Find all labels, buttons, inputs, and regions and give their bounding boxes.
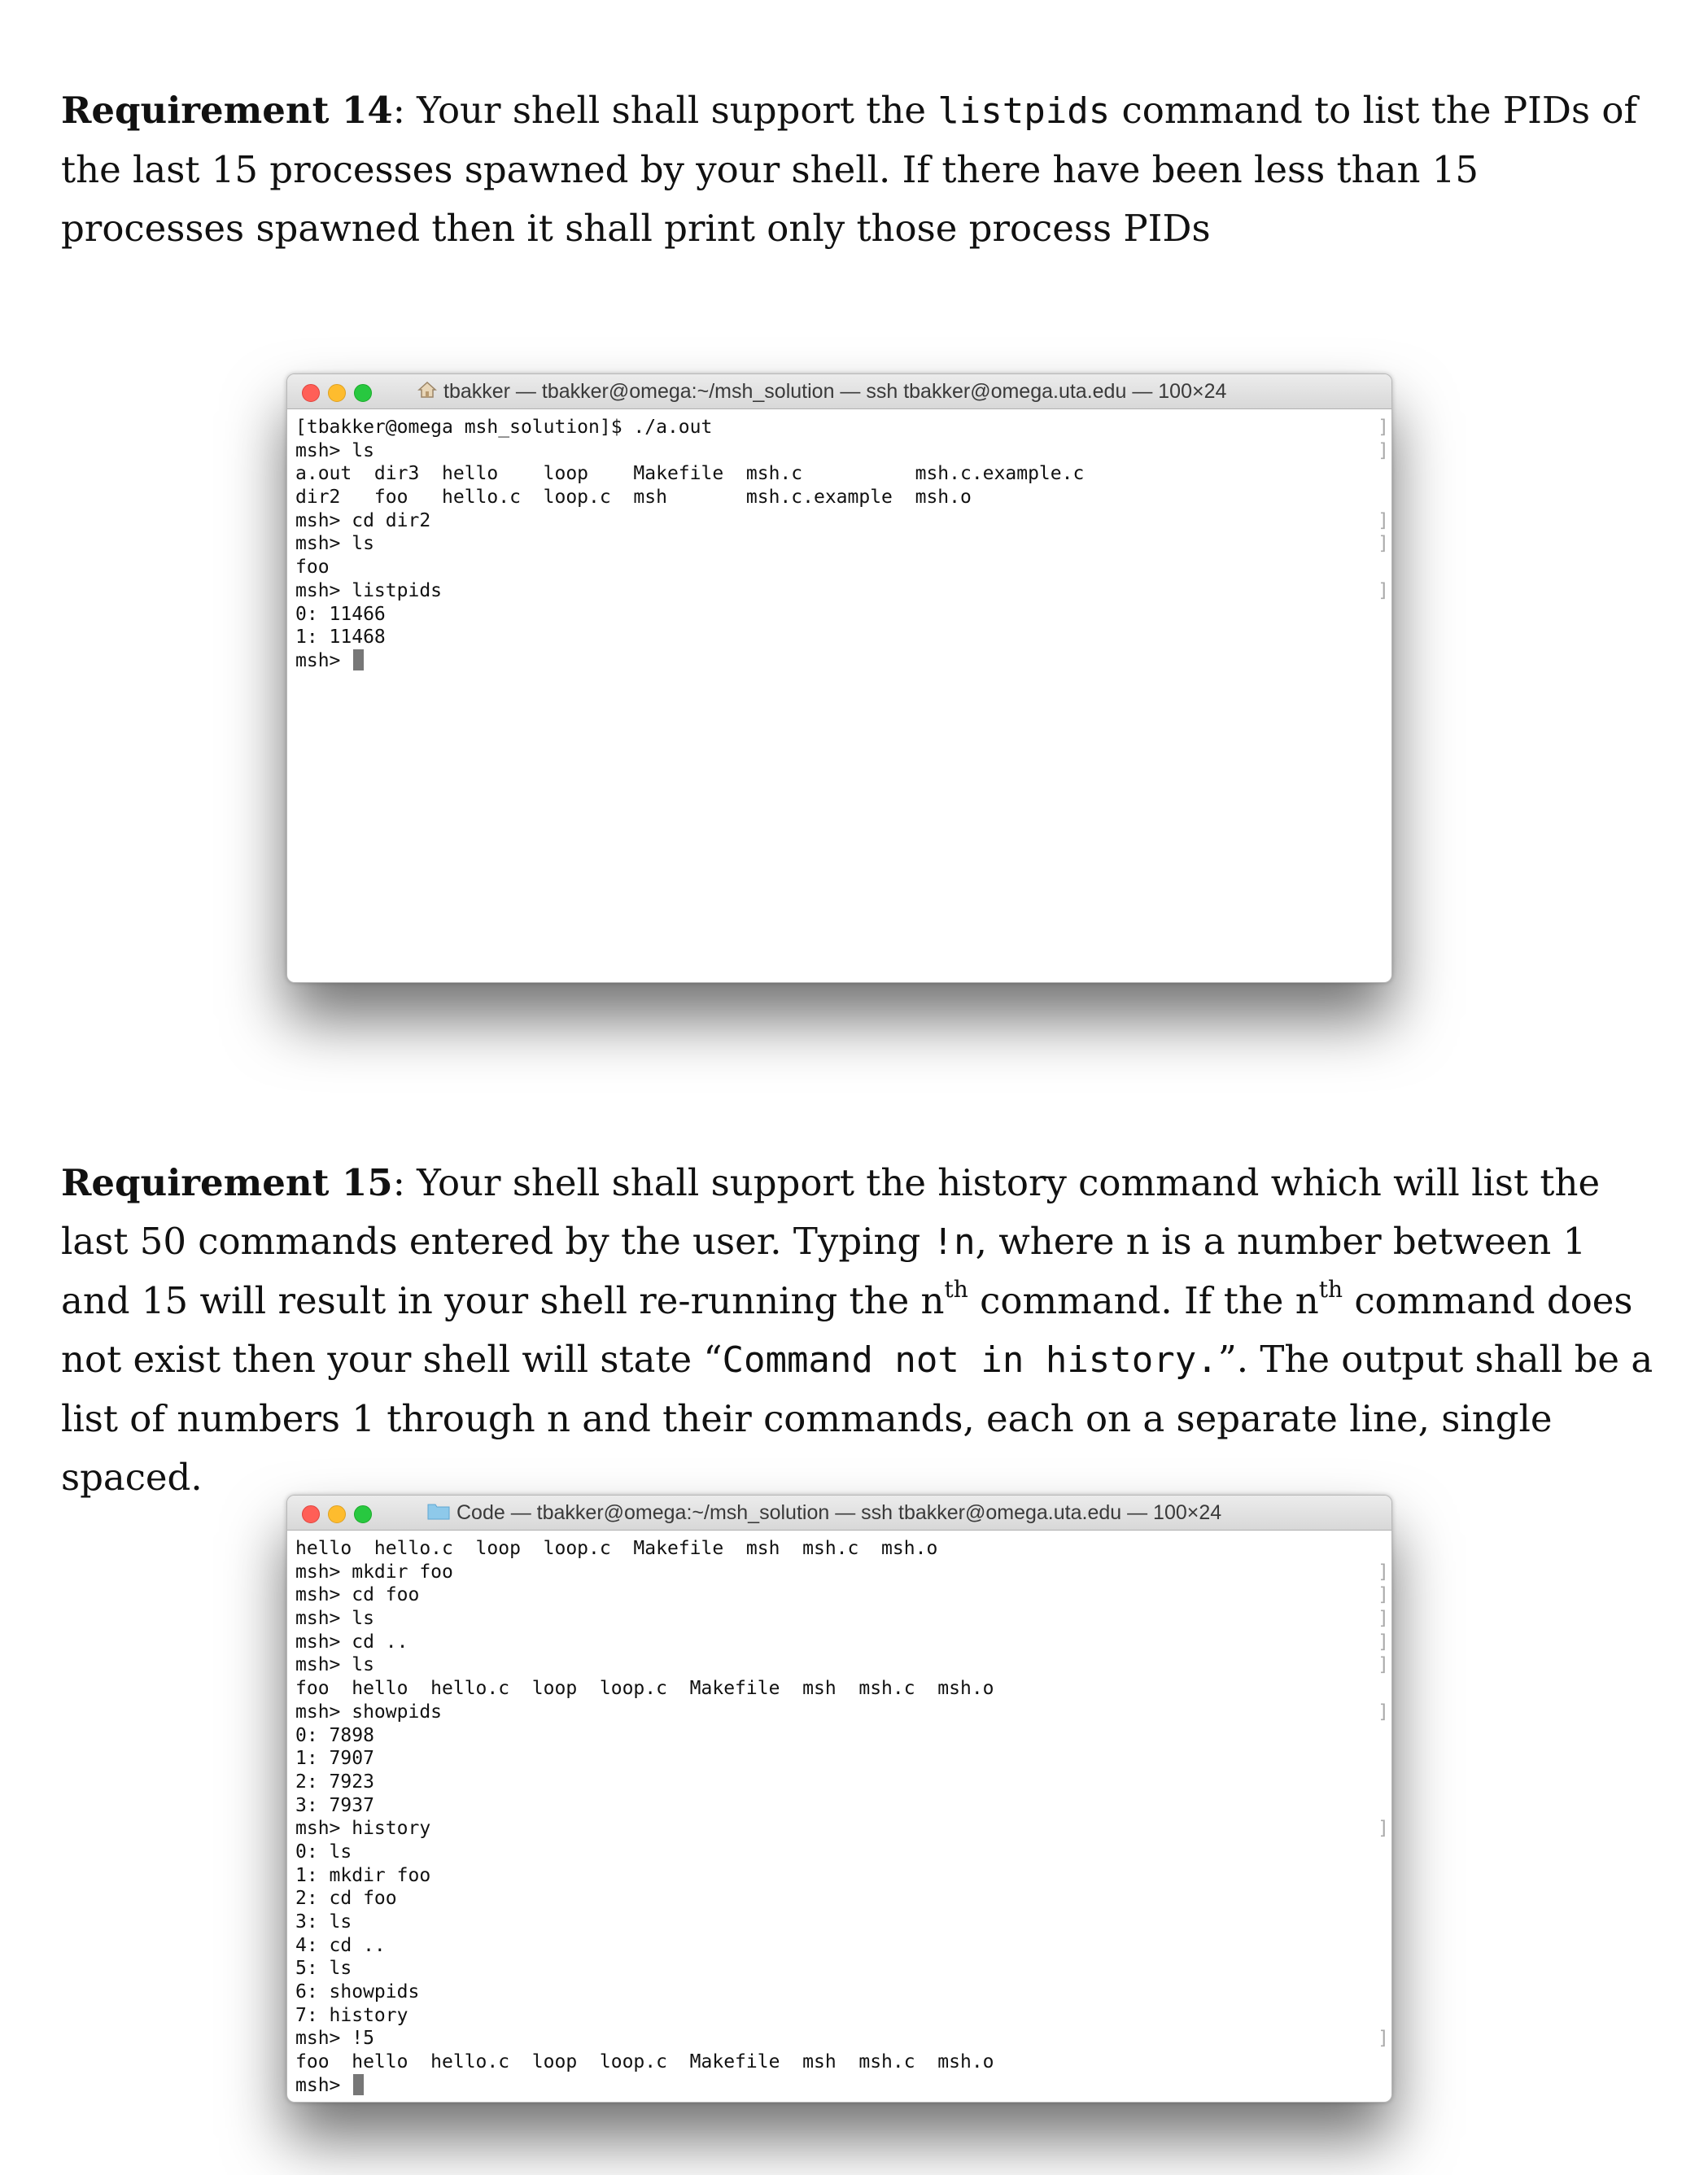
terminal-line-text: foo hello hello.c loop loop.c Makefile msh msh.c msh.o (295, 2051, 994, 2073)
terminal-line-text: msh> ls (295, 1608, 374, 1630)
bang-n-code: !n (932, 1221, 976, 1263)
command-not-in-history-code: Command not in history. (722, 1339, 1218, 1381)
mark-bracket: ] (1378, 1561, 1389, 1583)
home-icon (417, 375, 437, 409)
terminal-line-text: 5: ls (295, 1958, 352, 1980)
title-bar[interactable] (287, 374, 1391, 409)
mark-bracket: ] (1378, 509, 1389, 531)
terminal-window-history (286, 1495, 1392, 2103)
mark-bracket: ] (1378, 533, 1389, 555)
terminal-cursor (353, 649, 364, 670)
terminal-line (295, 486, 1391, 509)
terminal-line-text: msh> ls (295, 439, 374, 461)
terminal-line (295, 1794, 1391, 1818)
terminal-line-text: msh> showpids (295, 1701, 443, 1723)
terminal-line (295, 416, 1391, 439)
terminal-line-text: 3: 7937 (295, 1794, 374, 1816)
mark-bracket: ] (1378, 579, 1389, 601)
terminal-line-text: 1: 11468 (295, 627, 386, 649)
mark-bracket: ] (1378, 1608, 1389, 1630)
terminal-line (295, 1981, 1391, 2004)
minimize-window-button[interactable] (328, 384, 346, 402)
terminal-line-text: 0: 11466 (295, 603, 386, 625)
window-title-text: tbakker — tbakker@omega:~/msh_solution — ssh tbakker@omega.uta.edu — 100×24 (443, 380, 1227, 403)
terminal-line (295, 1677, 1391, 1701)
requirement-15-text-4: command does not exist then your shell will state “ (61, 1279, 1633, 1381)
terminal-line-text: [tbakker@omega msh_solution]$ ./a.out (295, 417, 713, 438)
terminal-line (295, 1724, 1391, 1748)
terminal-line-text: 4: cd .. (295, 1934, 386, 1956)
terminal-output[interactable] (287, 409, 1391, 673)
terminal-line (295, 2074, 1391, 2098)
requirement-14-text-cont: command to list the PIDs of the last 15 processes spawned by your shell. If there have been less than 15 processes spawned then it shall print only those process PIDs (61, 89, 1638, 250)
terminal-line (295, 1864, 1391, 1888)
terminal-line (295, 1957, 1391, 1981)
terminal-line-text: dir2 foo hello.c loop.c msh msh.c.example msh.o (295, 487, 972, 509)
window-title (417, 374, 1391, 408)
terminal-line-text: 2: 7923 (295, 1771, 374, 1793)
zoom-window-button[interactable] (354, 384, 372, 402)
requirement-14-label: Requirement 14 (61, 89, 393, 132)
mark-bracket: ] (1378, 417, 1389, 438)
terminal-line (295, 579, 1391, 603)
terminal-line-text: msh> (295, 649, 352, 671)
terminal-line (295, 1771, 1391, 1794)
terminal-line (295, 532, 1391, 556)
terminal-line-text: msh> mkdir foo (295, 1561, 453, 1583)
terminal-line-text: msh> (295, 2074, 352, 2096)
terminal-line (295, 439, 1391, 463)
superscript-th-2: th (1318, 1276, 1343, 1303)
terminal-line-text: 0: ls (295, 1841, 352, 1863)
terminal-line (295, 2027, 1391, 2051)
terminal-line-text: msh> cd foo (295, 1584, 420, 1606)
title-bar[interactable] (287, 1496, 1391, 1531)
mark-bracket: ] (1378, 1584, 1389, 1606)
terminal-line (295, 1841, 1391, 1864)
terminal-line-text: msh> ls (295, 533, 374, 555)
terminal-line (295, 1934, 1391, 1958)
terminal-line (295, 2004, 1391, 2028)
mark-bracket: ] (1378, 1701, 1389, 1723)
requirement-15-text-3: command. If the n (968, 1279, 1319, 1322)
terminal-cursor (353, 2074, 364, 2095)
requirement-15-text-2: , where n is a number between 1 and 15 will result in your shell re-running the n (61, 1220, 1587, 1322)
terminal-line-text: foo hello hello.c loop loop.c Makefile msh msh.c msh.o (295, 1678, 994, 1700)
terminal-line (295, 462, 1391, 486)
minimize-window-button[interactable] (328, 1505, 346, 1523)
terminal-line-text: 1: mkdir foo (295, 1864, 431, 1886)
terminal-line (295, 1607, 1391, 1631)
terminal-window-listpids (286, 373, 1392, 983)
terminal-line-text: 7: history (295, 2004, 408, 2026)
mark-bracket: ] (1378, 1631, 1389, 1653)
zoom-window-button[interactable] (354, 1505, 372, 1523)
requirement-15-text-5: ”. The output shall be a list of numbers 1 through n and their commands, each on a separate line, single spaced. (61, 1338, 1653, 1499)
terminal-line-text: 1: 7907 (295, 1748, 374, 1770)
window-title (427, 1496, 1391, 1530)
requirement-15-paragraph (61, 1154, 1656, 1507)
superscript-th-1: th (944, 1276, 968, 1303)
listpids-code: listpids (937, 90, 1111, 132)
folder-icon (427, 1496, 450, 1531)
requirement-15-label: Requirement 15 (61, 1161, 393, 1204)
terminal-line-text: msh> listpids (295, 579, 443, 601)
window-title-text: Code — tbakker@omega:~/msh_solution — ssh tbakker@omega.uta.edu — 100×24 (456, 1501, 1222, 1524)
terminal-line (295, 1747, 1391, 1771)
mark-bracket: ] (1378, 1818, 1389, 1840)
terminal-line (295, 626, 1391, 649)
requirement-15-text-1: : Your shell shall support the history command which will list the last 50 commands entered by the user. Typing (61, 1161, 1601, 1263)
close-window-button[interactable] (302, 1505, 320, 1523)
terminal-line-text: msh> history (295, 1818, 431, 1840)
terminal-line-text: msh> !5 (295, 2028, 374, 2050)
terminal-line (295, 1561, 1391, 1584)
terminal-line-text: hello hello.c loop loop.c Makefile msh msh.c msh.o (295, 1538, 938, 1559)
terminal-line (295, 1817, 1391, 1841)
mark-bracket: ] (1378, 1654, 1389, 1676)
terminal-line (295, 1631, 1391, 1654)
terminal-line-text: msh> ls (295, 1654, 374, 1676)
terminal-output[interactable] (287, 1531, 1391, 2098)
terminal-line (295, 509, 1391, 533)
terminal-line (295, 1583, 1391, 1607)
terminal-line-text: a.out dir3 hello loop Makefile msh.c msh.c.example.c (295, 463, 1085, 485)
terminal-line-text: foo (295, 557, 330, 579)
terminal-line (295, 1887, 1391, 1911)
terminal-line-text: 6: showpids (295, 1981, 420, 2003)
terminal-line (295, 603, 1391, 627)
requirement-14-paragraph (61, 81, 1656, 258)
terminal-line (295, 1653, 1391, 1677)
mark-bracket: ] (1378, 2028, 1389, 2050)
terminal-line (295, 1701, 1391, 1724)
terminal-line (295, 1911, 1391, 1934)
terminal-line-text: 2: cd foo (295, 1888, 397, 1910)
terminal-line (295, 556, 1391, 579)
terminal-line-text: msh> cd .. (295, 1631, 408, 1653)
terminal-line-text: 3: ls (295, 1911, 352, 1933)
mark-bracket: ] (1378, 439, 1389, 461)
terminal-line-text: msh> cd dir2 (295, 509, 431, 531)
close-window-button[interactable] (302, 384, 320, 402)
terminal-line (295, 1537, 1391, 1561)
terminal-line (295, 649, 1391, 673)
terminal-line (295, 2051, 1391, 2074)
requirement-14-text: : Your shell shall support the (392, 89, 938, 132)
terminal-line-text: 0: 7898 (295, 1724, 374, 1746)
